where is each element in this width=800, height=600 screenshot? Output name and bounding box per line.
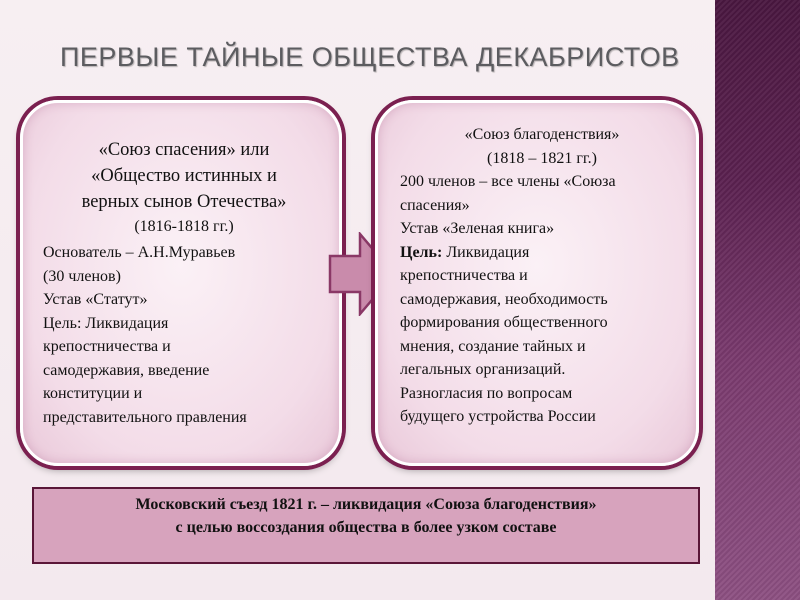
left-box-heading [43, 137, 325, 215]
left-body-line: Основатель – А.Н.Муравьев [43, 244, 236, 261]
right-body-line: спасения» [400, 196, 470, 214]
left-body-line: Устав «Статут» [43, 291, 148, 308]
right-box-dates: (1818 – 1821 гг.) [487, 149, 597, 167]
bottom-line-2: с целью воссоздания общества в более узком составе [175, 519, 557, 536]
goal-label: Цель: [400, 243, 443, 261]
left-body-line: крепостничества и [43, 338, 171, 355]
right-body-line: формирования общественного [400, 314, 608, 331]
left-body-line: (30 членов) [43, 267, 121, 285]
left-heading-line: «Союз спасения» или [98, 140, 270, 160]
union-of-salvation-box [20, 100, 342, 466]
union-of-welfare-box [375, 100, 699, 466]
bottom-line-1: Московский съезд 1821 г. – ликвидация «Союза благоденствия» [135, 496, 597, 513]
right-goal-line [400, 241, 684, 265]
right-body-line: будущего устройства России [400, 408, 596, 425]
left-body-line: самодержавия, введение [43, 361, 210, 379]
left-body-line: представительного правления [43, 408, 247, 426]
right-box-heading: «Союз благоденствия» [464, 126, 620, 143]
left-body-line: конституции и [43, 385, 143, 402]
left-heading-line: «Общество истинных и [91, 166, 277, 186]
decorative-side-stripe [715, 0, 800, 600]
slide-title: ПЕРВЫЕ ТАЙНЫЕ ОБЩЕСТВА ДЕКАБРИСТОВ [60, 42, 680, 72]
right-body-line: самодержавия, необходимость [400, 290, 608, 308]
right-body-line: мнения, создание тайных и [400, 337, 586, 355]
right-body-line: легальных организаций. [400, 361, 566, 378]
left-box-dates: (1816-1818 гг.) [134, 218, 234, 235]
right-body-line: 200 членов – все члены «Союза [400, 173, 616, 190]
moscow-congress-box [32, 487, 700, 564]
goal-text: Ликвидация [442, 243, 530, 261]
right-body-line: Разногласия по вопросам [400, 384, 573, 402]
right-body-line: Устав «Зеленая книга» [400, 220, 555, 237]
left-body-line: Цель: Ликвидация [43, 314, 169, 332]
left-heading-line: верных сынов Отечества» [81, 192, 287, 212]
right-body-line: крепостничества и [400, 267, 528, 284]
